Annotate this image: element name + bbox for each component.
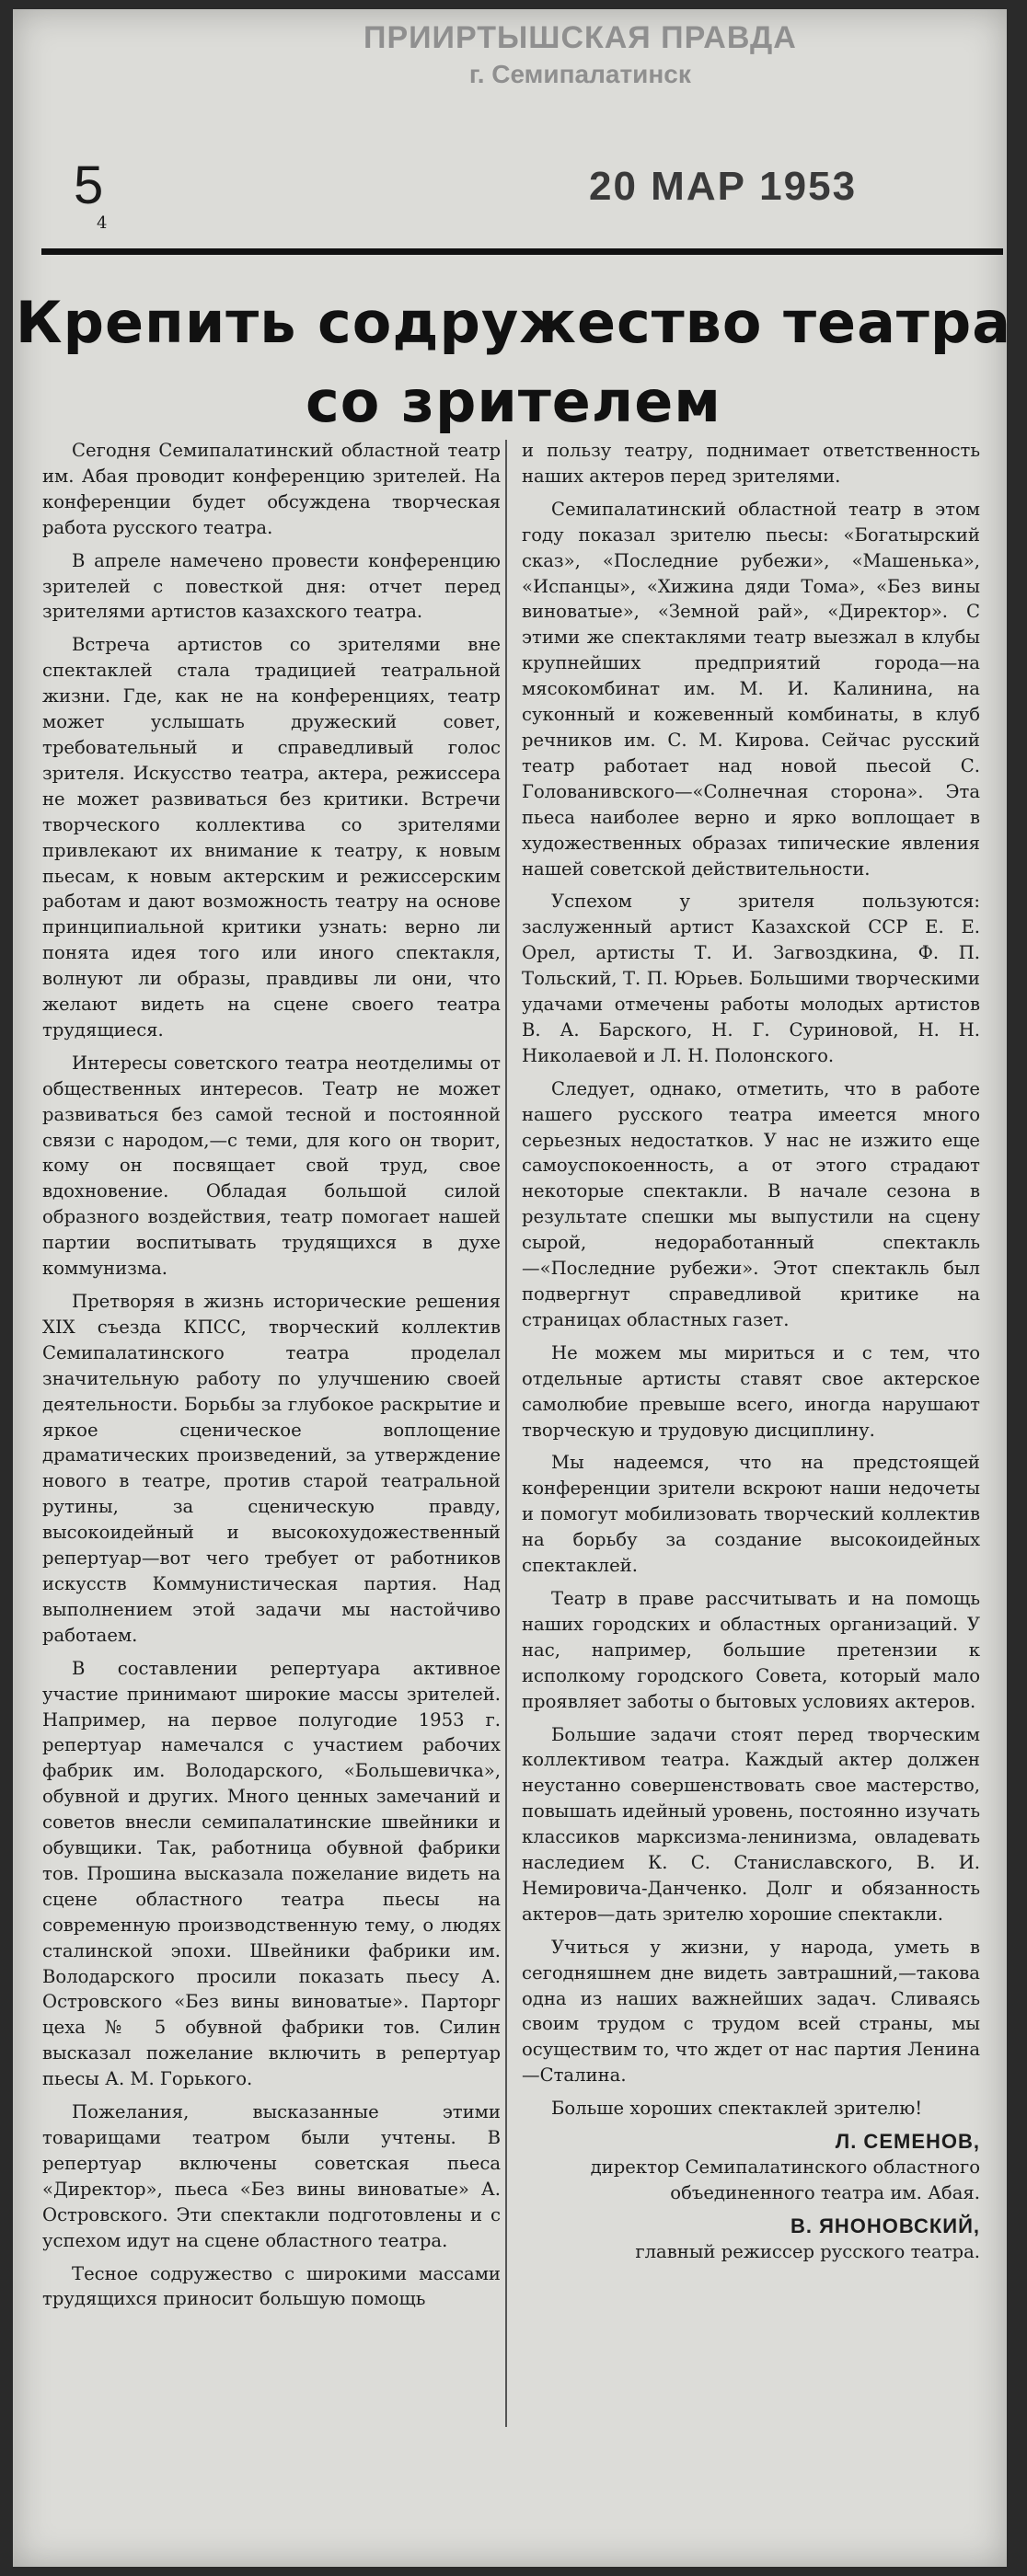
- article-column-left: [42, 438, 501, 2319]
- paragraph: Успехом у зрителя пользуются: заслуженный артист Казахской ССР Е. Е. Орел, артисты Т. И. Загвоздкина, Ф. П. Тольский, Т. П. Юрьев. Большими творческими удачами отмечены работы молодых артистов В. А. Барского, Н. Г. Суриновой, Н. Н. Николаевой и Л. Н. Полонского.: [522, 891, 980, 1066]
- page-number-sub: 4: [97, 213, 108, 233]
- paragraph: Претворяя в жизнь исторические решения XIX съезда КПСС, творческий коллектив Семипалатинского театра проделал значительную работу по улучшению своей деятельности. Борьбы за глубокое раскрытие и яркое сценическое воплощение драматических произведений, за утверждение нового в театре, против старой театральной рутины, за сценическую правду, высокоидейный и высокохудожественный репертуар—вот чего требует от работников искусств Коммунистическая партия. Над выполнением этой задачи мы настойчиво работаем.: [42, 1291, 501, 1646]
- paragraph: Пожелания, высказанные этими товарищами театром были учтены. В репертуар включены советская пьеса «Директор», пьеса «Без вины виноватые» А. Островского. Эти спектакли подготовлены и с успехом идут на сцене областного театра.: [42, 2101, 501, 2251]
- author-role: главный режиссер русского театра.: [635, 2240, 980, 2262]
- newspaper-stamp: [363, 20, 797, 89]
- article-headline: [0, 283, 1027, 442]
- paragraph: Больше хороших спектаклей зрителю!: [551, 2098, 923, 2120]
- paragraph: Не можем мы мириться и с тем, что отдельные артисты ставят свое актерское самолюбие превыше всего, иногда нарушают творческую и трудовую дисциплину.: [522, 1341, 980, 1441]
- paragraph: и пользу театру, поднимает ответственность наших актеров перед зрителями.: [522, 440, 980, 487]
- date-stamp: 20 МАР 1953: [589, 164, 858, 209]
- paragraph: В апреле намечено провести конференцию зрителей с повесткой дня: отчет перед зрителями артистов казахского театра.: [42, 549, 501, 623]
- paragraph: Сегодня Семипалатинский областной театр им. Абая проводит конференцию зрителей. На конференции будет обсуждена творческая работа русского театра.: [42, 440, 501, 538]
- paragraph: В составлении репертуара активное участие принимают широкие массы зрителей. Например, на первое полугодие 1953 г. репертуар намечался с участием рабочих фабрик им. Володарского, «Большевичка», обувной и других. Много ценных замечаний и советов внесли семипалатинские швейники и обувщики. Так, работница обувной фабрики тов. Прошина высказала пожелание видеть на сцене областного театра пьесы на современную производственную тему, о людях сталинской эпохи. Швейники фабрики им. Володарского просили показать пьесу А. Островского «Без вины виноватые». Парторг цеха № 5 обувной фабрики тов. Силин высказал пожелание включить в репертуар пьесы А. М. Горького.: [42, 1657, 501, 2090]
- header-rule: [41, 248, 1003, 255]
- stamp-city: г. Семипалатинск: [468, 60, 691, 88]
- headline-line-1: Крепить содружество театра: [15, 289, 1012, 356]
- column-divider: [505, 440, 507, 2427]
- paragraph: Встреча артистов со зрителями вне спектаклей стала традицией театральной жизни. Где, как не на конференциях, театр может услышать дружеский совет, требовательный и справедливый голос зрителя. Искусство театра, актера, режиссера не может развиваться без критики. Встречи творческого коллектива со зрителями привлекают их внимание к театру, к новым пьесам, к новым актерским и режиссерским работам и дают возможность театру на основе принципиальной критики узнать: верно ли понята идея того или иного спектакля, волнуют ли образы, правдивы ли они, что желают видеть на сцене своего театра трудящиеся.: [42, 634, 501, 1041]
- paragraph: Тесное содружество с широкими массами трудящихся приносит большую помощь: [42, 2262, 501, 2310]
- author-name: Л. СЕМЕНОВ,: [835, 2130, 980, 2154]
- paragraph: Театр в праве рассчитывать и на помощь наших городских и областных организаций. У нас, например, большие претензии к исполкому городского Совета, который мало проявляет заботы о бытовых условиях актеров.: [522, 1587, 980, 1712]
- author-name: В. ЯНОНОВСКИЙ,: [790, 2214, 980, 2237]
- author-block: [522, 2214, 980, 2265]
- paragraph: Следует, однако, отметить, что в работе нашего русского театра имеется много серьезных недостатков. У нас не изжито еще самоуспокоенность, а от этого страдают некоторые спектакли. В начале сезона в результате спешки мы выпустили на сцену сырой, недоработанный спектакль—«Последние рубежи». Этот спектакль был подвергнут справедливой критике на страницах областных газет.: [522, 1077, 980, 1330]
- author-role: директор Семипалатинского областного объединенного театра им. Абая.: [590, 2156, 980, 2203]
- stamp-newspaper-name: ПРИИРТЫШСКАЯ ПРАВДА: [363, 20, 797, 55]
- article-column-right: [522, 438, 980, 2265]
- paragraph: Интересы советского театра неотделимы от общественных интересов. Театр не может развиваться без самой тесной и постоянной связи с народом,—с теми, для кого он творит, кому он посвящает свой труд, свое вдохновение. Обладая большой силой образного воздействия, театр помогает нашей партии воспитывать трудящихся в духе коммунизма.: [42, 1052, 501, 1280]
- headline-line-2: со зрителем: [306, 368, 721, 435]
- paragraph: Учиться у жизни, у народа, уметь в сегодняшнем дне видеть завтрашний,—такова одна из наших важнейших задач. Сливаясь своим трудом с трудом всей страны, мы осуществим то, что ждет от нас партия Ленина—Сталина.: [522, 1936, 980, 2087]
- page-number: 5: [74, 155, 104, 215]
- paragraph: Большие задачи стоят перед творческим коллективом театра. Каждый актер должен неустанно совершенствовать свое мастерство, повышать идейный уровень, постоянно изучать классиков марксизма-ленинизма, овладевать наследием К. С. Станиславского, В. И. Немировича-Данченко. Долг и обязанность актеров—дать зрителю хорошие спектакли.: [522, 1723, 980, 1925]
- paragraph: Мы надеемся, что на предстоящей конференции зрители вскроют наши недочеты и помогут мобилизовать творческий коллектив на борьбу за создание высокоидейных спектаклей.: [522, 1452, 980, 1577]
- author-block: [522, 2129, 980, 2206]
- paragraph: Семипалатинский областной театр в этом году показал зрителю пьесы: «Богатырский сказ», «Последние рубежи», «Машенька», «Испанцы», «Хижина дяди Тома», «Без вины виноватые», «Земной рай», «Директор». С этими же спектаклями театр выезжал в клубы крупнейших предприятий города—на мясокомбинат им. М. И. Калинина, на суконный и кожевенный комбинаты, в клуб речников им. С. М. Кирова. Сейчас русский театр работает над новой пьесой С. Голованивского—«Солнечная сторона». Эта пьеса наиболее верно и ярко воплощает в художественных образах типические явления нашей советской действительности.: [522, 498, 980, 880]
